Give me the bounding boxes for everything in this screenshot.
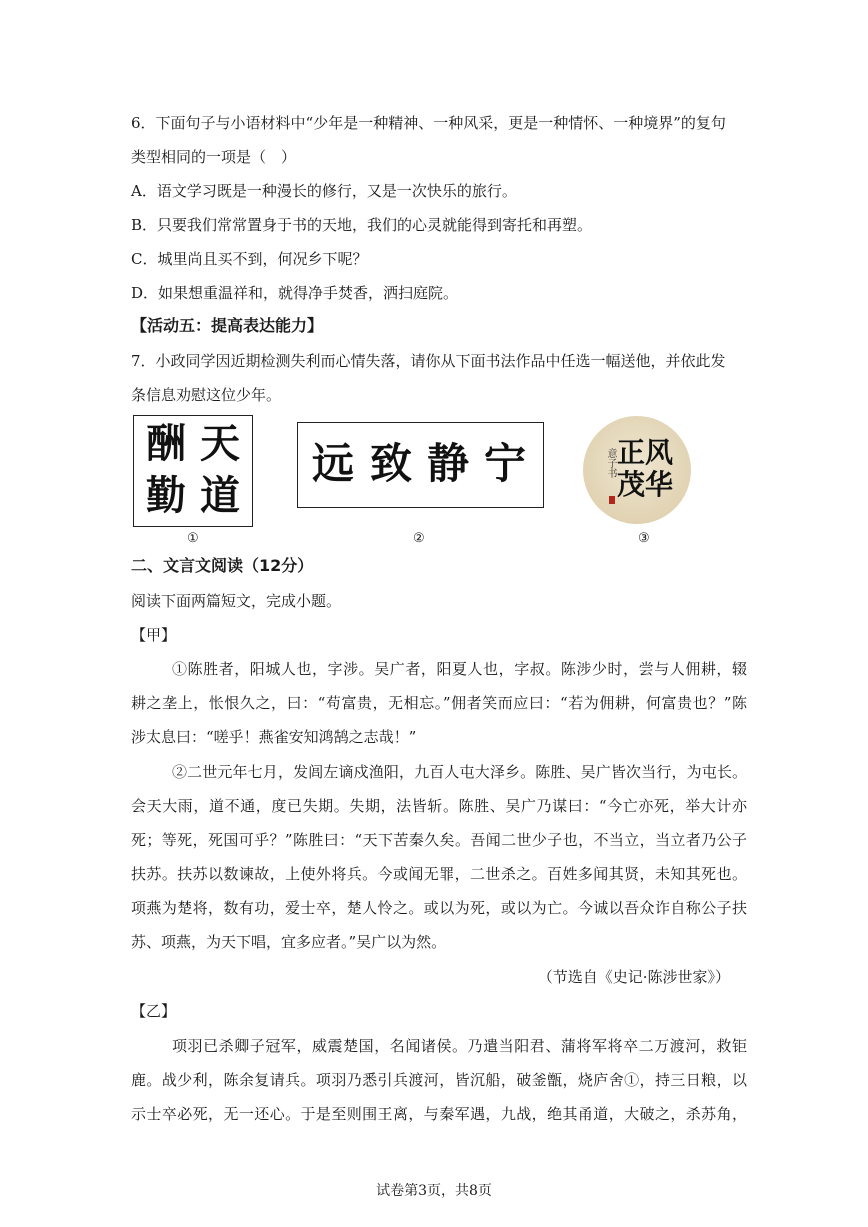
jia-p1-line2: 耕之垄上，怅恨久之，曰：“苟富贵，无相忘。”佣者笑而应曰：“若为佣耕，何富贵也？”陈: [131, 694, 747, 712]
seal-stamp: [609, 496, 615, 504]
page-footer: 试卷第3页，共8页: [376, 1183, 492, 1199]
calligraphy-char: 茂: [617, 468, 646, 501]
calligraphy-char: 远: [312, 439, 355, 488]
jia-p1-line3: 涉太息曰：“嗟乎！燕雀安知鸿鹄之志哉！”: [131, 728, 417, 746]
q6-stem-line2: 类型相同的一项是（ ）: [131, 148, 297, 166]
q6-option-d: D．如果想重温祥和，就得净手焚香，洒扫庭院。: [131, 284, 459, 302]
calligraphy-work-3: [583, 416, 691, 524]
q6-option-c: C．城里尚且买不到，何况乡下呢？: [131, 250, 368, 268]
calligraphy-char: 风: [645, 436, 674, 469]
yi-label: 【乙】: [131, 1002, 177, 1020]
section2-heading: 二、文言文阅读（12分）: [131, 556, 314, 575]
q6-option-a: A．语文学习既是一种漫长的修行，又是一次快乐的旅行。: [131, 182, 517, 200]
q7-line1: 7．小政同学因近期检测失利而心情失落，请你从下面书法作品中任选一幅送他，并依此发: [131, 352, 726, 370]
yi-line3: 示士卒必死，无一还心。于是至则围王离，与秦军遇，九战，绝其甬道，大破之，杀苏角，: [131, 1105, 747, 1123]
jia-p2-line1: ②二世元年七月，发闾左谪戍渔阳，九百人屯大泽乡。陈胜、吴广皆次当行，为屯长。: [172, 763, 747, 781]
jia-p2-line6: 苏、项燕，为天下唱，宜多应者。”吴广以为然。: [131, 933, 447, 951]
calligraphy-work-2: [297, 422, 544, 508]
yi-line1: 项羽已杀卿子冠军，威震楚国，名闻诸侯。乃遣当阳君、蒲将军将卒二万渡河，救钜: [172, 1037, 747, 1055]
calligraphy-signature: 意子书: [605, 448, 616, 478]
calligraphy-char: 天: [200, 420, 240, 467]
jia-p2-line4: 扶苏。扶苏以数谏故，上使外将兵。今或闻无罪，二世杀之。百姓多闻其贤，未知其死也。: [131, 865, 747, 883]
calligraphy-char: 酬: [146, 420, 186, 467]
jia-source: （节选自《史记·陈涉世家》）: [537, 968, 730, 986]
calligraphy-char: 静: [427, 439, 470, 488]
jia-p1-line1: ①陈胜者，阳城人也，字涉。吴广者，阳夏人也，字叔。陈涉少时，尝与人佣耕，辍: [172, 660, 747, 678]
q6-option-b: B．只要我们常常置身于书的天地，我们的心灵就能得到寄托和再塑。: [131, 216, 593, 234]
work-label-2: ②: [413, 531, 425, 546]
calligraphy-char: 华: [645, 468, 674, 501]
yi-line2: 鹿。战少利，陈余复请兵。项羽乃悉引兵渡河，皆沉船，破釜甑，烧庐舍①，持三日粮，以: [131, 1071, 747, 1089]
calligraphy-work-1: [133, 415, 253, 527]
activity5-heading: 【活动五：提高表达能力】: [131, 316, 324, 335]
jia-p2-line3: 死；等死，死国可乎？”陈胜曰：“天下苦秦久矣。吾闻二世少子也，不当立，当立者乃公子: [131, 831, 747, 849]
work-label-1: ①: [187, 531, 199, 546]
calligraphy-char: 道: [200, 472, 240, 519]
jia-p2-line2: 会天大雨，道不通，度已失期。失期，法皆斩。陈胜、吴广乃谋曰：“今亡亦死，举大计亦: [131, 797, 747, 815]
q6-stem-line1: 6．下面句子与小语材料中“少年是一种精神、一种风采，更是一种情怀、一种境界”的复句: [131, 114, 726, 132]
work-label-3: ③: [638, 531, 650, 546]
q7-line2: 条信息劝慰这位少年。: [131, 386, 282, 404]
calligraphy-char: 致: [370, 439, 413, 488]
jia-label: 【甲】: [131, 626, 177, 644]
calligraphy-char: 宁: [484, 439, 527, 488]
jia-p2-line5: 项燕为楚将，数有功，爱士卒，楚人怜之。或以为死，或以为亡。今诚以吾众诈自称公子扶: [131, 899, 747, 917]
calligraphy-char: 勤: [146, 472, 186, 519]
calligraphy-char: 正: [617, 436, 646, 469]
reading-instruction: 阅读下面两篇短文，完成小题。: [131, 592, 342, 610]
